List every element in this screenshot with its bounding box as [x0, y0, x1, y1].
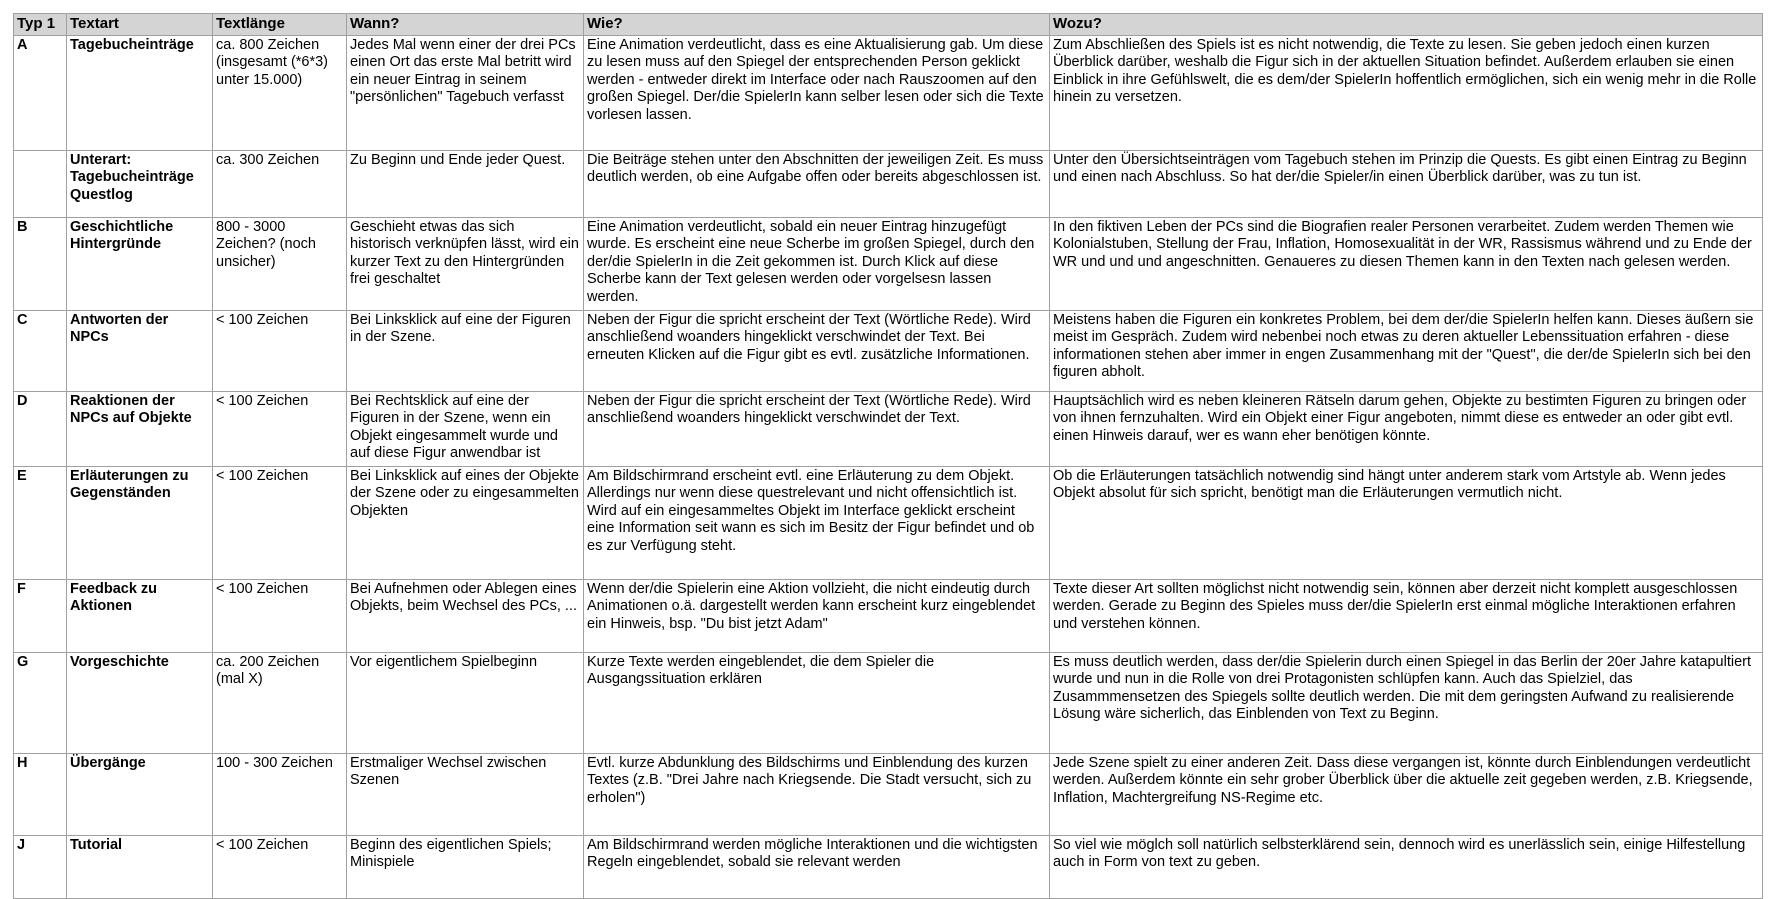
- cell-wozu: Texte dieser Art sollten möglichst nicht notwendig sein, können aber derzeit nicht komplett ausgeschlossen werden. Gerade zu Beginn des Spieles muss der/die SpielerIn erst einmal mögliche Interaktionen erfahren und verstehen können.: [1050, 580, 1763, 653]
- cell-textart: Reaktionen der NPCs auf Objekte: [67, 392, 213, 467]
- cell-typ: J: [14, 836, 67, 899]
- table-row: [14, 392, 1763, 467]
- cell-wann: Bei Rechtsklick auf eine der Figuren in der Szene, wenn ein Objekt eingesammelt wurde und auf diese Figur anwendbar ist: [347, 392, 584, 467]
- column-header-wann: Wann?: [347, 14, 584, 36]
- cell-typ: B: [14, 218, 67, 311]
- cell-wann: Bei Linksklick auf eine der Figuren in der Szene.: [347, 311, 584, 392]
- cell-typ: A: [14, 36, 67, 151]
- cell-textart: Unterart: Tagebucheinträge Questlog: [67, 151, 213, 218]
- cell-wie: Eine Animation verdeutlicht, dass es eine Aktualisierung gab. Um diese zu lesen muss auf den Spiegel der entsprechenden Person geklickt werden - entweder direkt im Interface oder nach Rauszoomen auf den großen Spiegel. Der/die SpielerIn kann selber lesen oder sich die Texte vorlesen lassen.: [584, 36, 1050, 151]
- cell-textart: Übergänge: [67, 754, 213, 836]
- cell-typ: [14, 151, 67, 218]
- cell-textlaenge: < 100 Zeichen: [213, 836, 347, 899]
- cell-textart: Tutorial: [67, 836, 213, 899]
- cell-wie: Am Bildschirmrand erscheint evtl. eine Erläuterung zu dem Objekt. Allerdings nur wenn diese questrelevant und nicht offensichtlich ist. Wird auf ein eingesammeltes Objekt im Interface geklickt erscheint eine Information seit wann es sich im Besitz der Figur befindet und ob es zur Verfügung steht.: [584, 467, 1050, 580]
- table-row: [14, 653, 1763, 754]
- cell-textart: Vorgeschichte: [67, 653, 213, 754]
- cell-typ: F: [14, 580, 67, 653]
- cell-typ: G: [14, 653, 67, 754]
- cell-wie: Am Bildschirmrand werden mögliche Interaktionen und die wichtigsten Regeln eingeblendet, sobald sie relevant werden: [584, 836, 1050, 899]
- cell-wozu: Unter den Übersichtseinträgen vom Tagebuch stehen im Prinzip die Quests. Es gibt einen Eintrag zu Beginn und einen nach Abschluss. So hat der/die Spieler/in einen Überblick darüber, was zu tun ist.: [1050, 151, 1763, 218]
- cell-textlaenge: 100 - 300 Zeichen: [213, 754, 347, 836]
- cell-wozu: Hauptsächlich wird es neben kleineren Rätseln darum gehen, Objekte zu bestimten Figuren zu bringen oder von ihnen fernzuhalten. Wird ein Objekt einer Figur angeboten, nimmt diese es entweder an oder gibt evtl. einen Hinweis darauf, wer es wann eher benötigen könnte.: [1050, 392, 1763, 467]
- cell-wie: Eine Animation verdeutlicht, sobald ein neuer Eintrag hinzugefügt wurde. Es erscheint eine neue Scherbe im großen Spiegel, durch den der/die SpielerIn in die Zeit gekommen ist. Durch Klick auf diese Scherbe kann der Text gelesen werden oder vorgelsesn lassen werden.: [584, 218, 1050, 311]
- cell-wozu: Zum Abschließen des Spiels ist es nicht notwendig, die Texte zu lesen. Sie geben jedoch einen kurzen Überblick darüber, weshalb die Figur sich in der aktuellen Situation befindet. Außerdem erlauben sie einen Einblick in ihre Gefühlswelt, die es dem/der SpielerIn hoffentlich ermöglichen, sich ein wenig mehr in die Rolle hinein zu versetzen.: [1050, 36, 1763, 151]
- table-row: [14, 311, 1763, 392]
- cell-textlaenge: < 100 Zeichen: [213, 311, 347, 392]
- cell-textlaenge: ca. 200 Zeichen (mal X): [213, 653, 347, 754]
- cell-wie: Neben der Figur die spricht erscheint der Text (Wörtliche Rede). Wird anschließend woanders hingeklickt verschwindet der Text.: [584, 392, 1050, 467]
- cell-wann: Bei Linksklick auf eines der Objekte der Szene oder zu eingesammelten Objekten: [347, 467, 584, 580]
- cell-wann: Jedes Mal wenn einer der drei PCs einen Ort das erste Mal betritt wird ein neuer Eintrag in seinem "persönlichen" Tagebuch verfasst: [347, 36, 584, 151]
- cell-textart: Tagebucheinträge: [67, 36, 213, 151]
- column-header-wozu: Wozu?: [1050, 14, 1763, 36]
- cell-wozu: Meistens haben die Figuren ein konkretes Problem, bei dem der/die SpielerIn helfen kann. Dieses äußern sie meist im Gespräch. Zudem wird nebenbei noch etwas zu deren aktueller Lebenssituation erfahren - diese informationen stehen aber immer in engen Zusammenhang mit der "Quest", die der/de SpielerIn sich bei den figuren abholt.: [1050, 311, 1763, 392]
- column-header-wie: Wie?: [584, 14, 1050, 36]
- cell-textlaenge: < 100 Zeichen: [213, 580, 347, 653]
- cell-textlaenge: ca. 300 Zeichen: [213, 151, 347, 218]
- cell-wie: Wenn der/die Spielerin eine Aktion vollzieht, die nicht eindeutig durch Animationen o.ä. dargestellt werden kann erscheint kurz eingeblendet ein Hinweis, bsp. "Du bist jetzt Adam": [584, 580, 1050, 653]
- table-row: [14, 754, 1763, 836]
- cell-typ: H: [14, 754, 67, 836]
- cell-typ: D: [14, 392, 67, 467]
- cell-wozu: Es muss deutlich werden, dass der/die Spielerin durch einen Spiegel in das Berlin der 20er Jahre katapultiert wurde und nun in die Rolle von drei Protagonisten schlüpfen kann. Auch das Spielziel, das Zusammmensetzen des Spiegels sollte deutlich werden. Die mit dem geringsten Aufwand zu realisierende Lösung wäre sicherlich, das Einblenden von Text zu Beginn.: [1050, 653, 1763, 754]
- cell-textlaenge: ca. 800 Zeichen (insgesamt (*6*3) unter 15.000): [213, 36, 347, 151]
- cell-wann: Zu Beginn und Ende jeder Quest.: [347, 151, 584, 218]
- cell-textart: Feedback zu Aktionen: [67, 580, 213, 653]
- cell-wann: Beginn des eigentlichen Spiels; Minispiele: [347, 836, 584, 899]
- cell-textlaenge: < 100 Zeichen: [213, 467, 347, 580]
- cell-textlaenge: 800 - 3000 Zeichen? (noch unsicher): [213, 218, 347, 311]
- column-header-textlaenge: Textlänge: [213, 14, 347, 36]
- cell-wie: Neben der Figur die spricht erscheint der Text (Wörtliche Rede). Wird anschließend woanders hingeklickt verschwindet der Text. Bei erneuten Klicken auf die Figur gibt es evtl. zusätzliche Informationen.: [584, 311, 1050, 392]
- cell-wann: Vor eigentlichem Spielbeginn: [347, 653, 584, 754]
- cell-typ: E: [14, 467, 67, 580]
- cell-wozu: So viel wie möglch soll natürlich selbsterklärend sein, dennoch wird es unerlässlich sein, einige Hilfestellung auch in Form von text zu geben.: [1050, 836, 1763, 899]
- cell-textlaenge: < 100 Zeichen: [213, 392, 347, 467]
- column-header-textart: Textart: [67, 14, 213, 36]
- table-row: [14, 218, 1763, 311]
- cell-textart: Antworten der NPCs: [67, 311, 213, 392]
- table-row: [14, 36, 1763, 151]
- text-types-table: [13, 13, 1763, 899]
- cell-wie: Evtl. kurze Abdunklung des Bildschirms und Einblendung des kurzen Textes (z.B. "Drei Jahre nach Kriegsende. Die Stadt versucht, sich zu erholen"): [584, 754, 1050, 836]
- cell-wann: Erstmaliger Wechsel zwischen Szenen: [347, 754, 584, 836]
- cell-wann: Bei Aufnehmen oder Ablegen eines Objekts, beim Wechsel des PCs, ...: [347, 580, 584, 653]
- cell-wie: Kurze Texte werden eingeblendet, die dem Spieler die Ausgangssituation erklären: [584, 653, 1050, 754]
- cell-wozu: Jede Szene spielt zu einer anderen Zeit. Dass diese vergangen ist, könnte durch Einblendungen verdeutlicht werden. Außerdem könnte ein sehr grober Überblick über die aktuelle zeit gegeben werden, z.B. Kriegsende, Inflation, Machtergreifung NS-Regime etc.: [1050, 754, 1763, 836]
- table-row: [14, 836, 1763, 899]
- table-row: [14, 580, 1763, 653]
- cell-wozu: In den fiktiven Leben der PCs sind die Biografien realer Personen verarbeitet. Zudem werden Themen wie Kolonialstuben, Stellung der Frau, Inflation, Homosexualität in der WR, Rassismus während und zu Ende der WR und und und angeschnitten. Genaueres zu diesen Themen kann in den Texten nach gelesen werden.: [1050, 218, 1763, 311]
- cell-textart: Erläuterungen zu Gegenständen: [67, 467, 213, 580]
- column-header-typ: Typ 1: [14, 14, 67, 36]
- table-row: [14, 151, 1763, 218]
- cell-wie: Die Beiträge stehen unter den Abschnitten der jeweiligen Zeit. Es muss deutlich werden, ob eine Aufgabe offen oder bereits abgeschlossen ist.: [584, 151, 1050, 218]
- table-header-row: [14, 14, 1763, 36]
- cell-textart: Geschichtliche Hintergründe: [67, 218, 213, 311]
- table-row: [14, 467, 1763, 580]
- cell-wann: Geschieht etwas das sich historisch verknüpfen lässt, wird ein kurzer Text zu den Hintergründen frei geschaltet: [347, 218, 584, 311]
- cell-wozu: Ob die Erläuterungen tatsächlich notwendig sind hängt unter anderem stark vom Artstyle ab. Wenn jedes Objekt absolut für sich spricht, benötigt man die Erläuterungen vermutlich nicht.: [1050, 467, 1763, 580]
- cell-typ: C: [14, 311, 67, 392]
